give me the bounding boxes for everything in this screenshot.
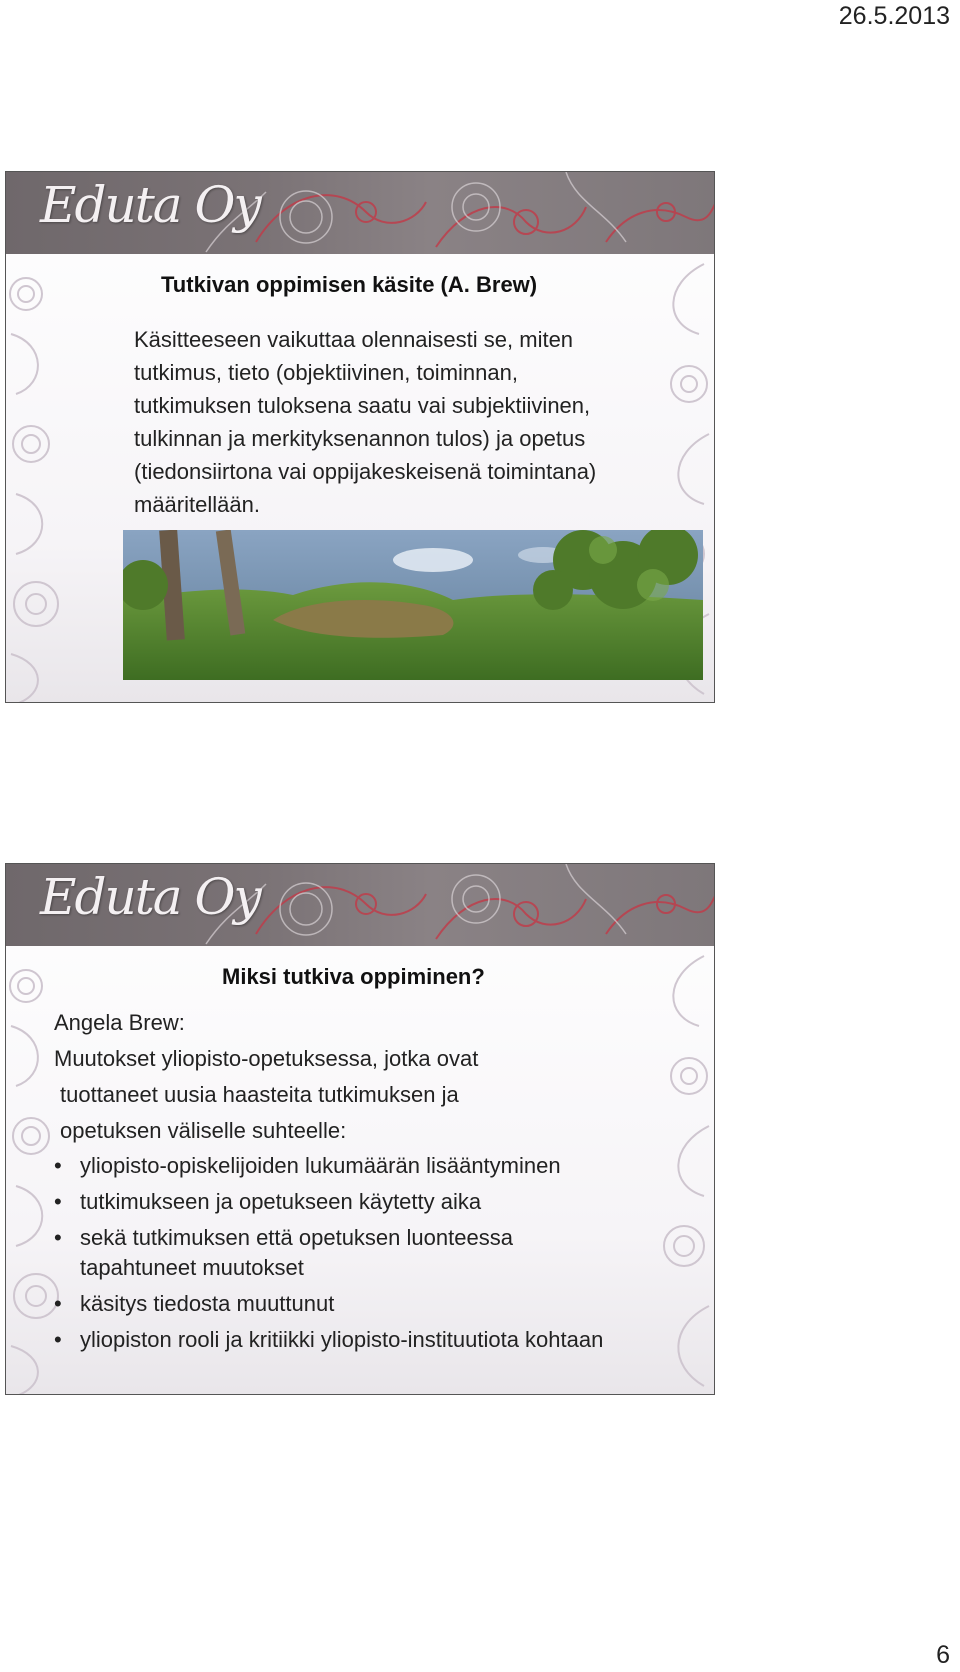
slide-title: Miksi tutkiva oppiminen?: [222, 964, 485, 989]
list-item: • sekä tutkimuksen että opetuksen luonteessa tapahtuneet muutokset: [54, 1223, 620, 1283]
body-line: (tiedonsiirtona vai oppijakeskeisenä toimintana): [134, 459, 597, 484]
company-logo: Eduta Oy: [40, 868, 260, 926]
company-logo: Eduta Oy: [40, 176, 260, 234]
intro-line: tuottaneet uusia haasteita tutkimuksen ja: [60, 1082, 459, 1107]
page-number: 6: [936, 1641, 950, 1669]
body-line: tutkimuksen tuloksena saatu vai subjektiivinen,: [134, 393, 591, 418]
body-line: tutkimus, tieto (objektiivinen, toiminnan,: [134, 360, 518, 385]
intro-line: Muutokset yliopisto-opetuksessa, jotka ovat: [54, 1046, 479, 1071]
slide-banner: [6, 172, 714, 254]
intro-line: Angela Brew:: [54, 1010, 185, 1035]
list-item: • tutkimukseen ja opetukseen käytetty aika: [54, 1187, 664, 1217]
slide-2: [5, 863, 715, 1395]
slide-body: [134, 323, 694, 521]
slide-title: Tutkivan oppimisen käsite (A. Brew): [161, 272, 538, 297]
slide-intro: [54, 1005, 694, 1149]
left-floral-ornament: [6, 254, 66, 703]
list-item: • käsitys tiedosta muuttunut: [54, 1289, 664, 1319]
intro-line: opetuksen väliselle suhteelle:: [60, 1118, 347, 1143]
body-line: Käsitteeseen vaikuttaa olennaisesti se, miten: [134, 327, 574, 352]
slide-1: [5, 171, 715, 703]
list-item: • yliopiston rooli ja kritiikki yliopisto-instituutiota kohtaan: [54, 1325, 640, 1355]
list-item: • yliopisto-opiskelijoiden lukumäärän lisääntyminen: [54, 1151, 664, 1181]
body-line: tulkinnan ja merkityksenannon tulos) ja opetus: [134, 426, 586, 451]
lakeside-photo: [123, 530, 703, 680]
page-date: 26.5.2013: [838, 2, 950, 30]
slide-banner: [6, 864, 714, 946]
bullet-list: [54, 1151, 664, 1361]
body-line: määritellään.: [134, 492, 260, 517]
